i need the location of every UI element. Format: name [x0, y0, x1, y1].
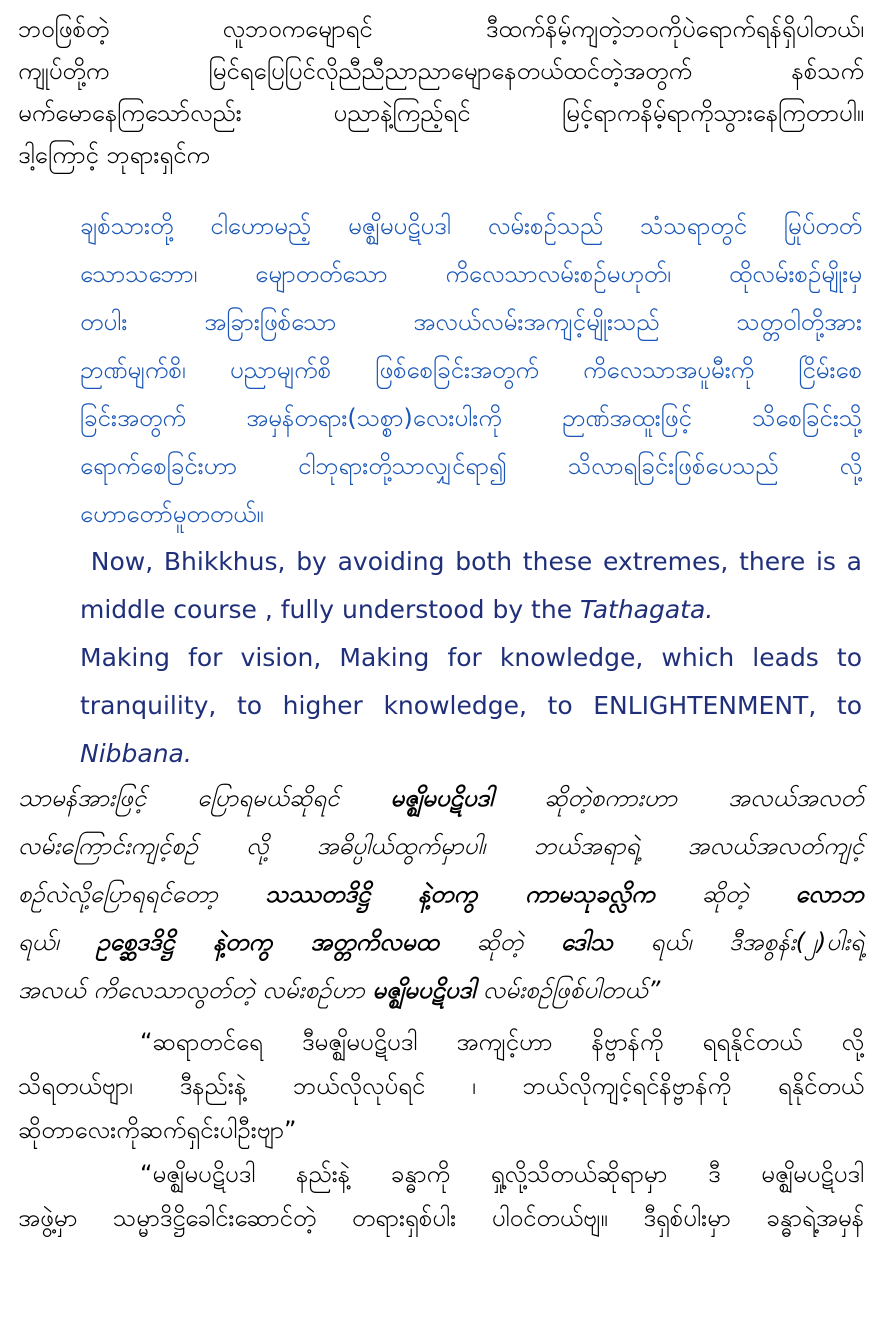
english-line-2-text: middle course , fully understood by the — [80, 595, 581, 624]
english-line-1 — [80, 538, 862, 586]
explanation-line-3-mid: ဆိုတဲ့ — [654, 880, 796, 908]
intro-line-2: ကျုပ်တို့က မြင်ရပြေပြင်လိုညီညီညာညာမျောနေတယ်ထင်တဲ့အတွက် နစ်သက် — [18, 57, 864, 85]
tathagata-term: Tathagata. — [580, 595, 714, 624]
lobha-term: လောဘ — [795, 880, 865, 908]
explanation-line-4 — [18, 918, 864, 966]
quote-line-7: ဟောတော်မူတတယ်။ — [80, 500, 264, 528]
explanation-line-1-post: ဆိုတဲ့စကားဟာ အလယ်အလတ် — [493, 784, 864, 812]
question-line-3: ဆိုတာလေးကိုဆက်ရှင်းပါဦးဗျာ” — [18, 1116, 297, 1144]
intro-paragraph — [18, 8, 864, 176]
answer-line-2: အဖွဲ့မှာ သမ္မာဒိဋ္ဌိခေါင်းဆောင်တဲ့ တရားရှစ်ပါး ပါဝင်တယ်ဗျ။ ဒီရှစ်ပါးမှာ ခန္ဓာရဲ့အမှန် — [18, 1204, 864, 1232]
explanation-paragraph — [18, 774, 864, 1014]
dosa-term: ဒေါသ — [560, 928, 613, 956]
majjhima-patipada-term-2: မဇ္ဈိမပဋိပဒါ — [372, 976, 476, 1004]
explanation-line-5-post: လမ်းစဉ်ဖြစ်ပါတယ်” — [475, 976, 661, 1004]
quote-line-4: ဉာဏ်မျက်စိ၊ ပညာမျက်စိ ဖြစ်စေခြင်းအတွက် ကိလေသာအပူမီးကို ငြိမ်းစေ — [80, 356, 862, 384]
explanation-line-4-pre: ရယ်၊ — [18, 928, 97, 956]
explanation-line-4-post: ရယ်၊ ဒီအစွန်း(၂)ပါးရဲ့ — [612, 928, 865, 956]
english-line-1-text: Now, Bhikkhus, by avoiding both these extremes, there is a — [90, 547, 862, 576]
sassata-ditthi-term: သဿတဒိဋ္ဌိ နဲ့တကွ ကာမသုခလ္လိက — [265, 880, 655, 908]
english-quote-block — [80, 538, 862, 778]
explanation-line-3-pre: စဉ်လဲလို့ပြောရရင်တော့ — [18, 880, 266, 908]
intro-line-1: ဘဝဖြစ်တဲ့ လူဘဝကမျောရင် ဒီထက်နိမ့်ကျတဲ့ဘဝကိုပဲရောက်ရန်ရှိပါတယ်၊ — [18, 15, 864, 43]
nibbana-term: Nibbana. — [80, 739, 192, 768]
explanation-line-4-mid: ဆိုတဲ့ — [438, 928, 561, 956]
english-line-4: tranquility, to higher knowledge, to ENLIGHTENMENT, to — [80, 691, 862, 720]
majjhima-patipada-term: မဇ္ဈိမပဋိပဒါ — [390, 784, 494, 812]
quote-line-1: ချစ်သားတို့ ငါဟောမည့် မဇ္ဈိမပဋိပဒါ လမ်းစဉ်သည် သံသရာတွင် မြုပ်တတ် — [80, 212, 862, 240]
explanation-line-3 — [18, 870, 864, 918]
quote-line-6: ရောက်စေခြင်းဟာ ငါဘုရားတို့သာလျှင်ရာ၍ သိလာရခြင်းဖြစ်ပေသည် လို့ — [80, 452, 862, 480]
uccheda-ditthi-term: ဥစ္ဆေဒဒိဋ္ဌိ နဲ့တကွ အတ္တကိလမထ — [96, 928, 439, 956]
question-line-1: “ဆရာတင်ရေ ဒီမဇ္ဈိမပဋိပဒါ အကျင့်ဟာ နိဗ္ဗာန်ကို ရရနိုင်တယ် လို့ — [140, 1028, 864, 1056]
quote-line-3: တပါး အခြားဖြစ်သော အလယ်လမ်းအကျင့်မျိုးသည် သတ္တဝါတို့အား — [80, 308, 862, 336]
answer-paragraph — [18, 1152, 864, 1240]
english-line-2 — [80, 586, 862, 634]
intro-line-3: မက်မောနေကြသော်လည်း ပညာနဲ့ကြည့်ရင် မြင့်ရာကနိမ့်ရာကိုသွားနေကြတာပါ။ — [18, 99, 864, 127]
myanmar-quote-block — [80, 202, 862, 538]
explanation-line-2: လမ်းကြောင်းကျင့်စဉ် လို့ အဓိပ္ပါယ်ထွက်မှာပါ၊ ဘယ်အရာရဲ့ အလယ်အလတ်ကျင့် — [18, 832, 864, 860]
intro-line-4: ဒါ့ကြောင့် ဘုရားရှင်က — [18, 141, 210, 169]
explanation-line-5 — [18, 966, 864, 1014]
english-line-3: Making for vision, Making for knowledge, which leads to — [80, 643, 862, 672]
explanation-line-1 — [18, 774, 864, 822]
quote-line-2: သောသဘော၊ မျောတတ်သော ကိလေသာလမ်းစဉ်မဟုတ်၊ ထိုလမ်းစဉ်မျိုးမှ — [80, 260, 862, 288]
explanation-line-1-pre: သာမန်အားဖြင့် ပြောရမယ်ဆိုရင် — [18, 784, 391, 812]
explanation-line-5-pre: အလယ် ကိလေသာလွတ်တဲ့ လမ်းစဉ်ဟာ — [18, 976, 373, 1004]
question-line-2: သိရတယ်ဗျာ၊ ဒီနည်းနဲ့ ဘယ်လိုလုပ်ရင် ၊ ဘယ်လိုကျင့်ရင်နိဗ္ဗာန်ကို ရနိုင်တယ် — [18, 1072, 864, 1100]
quote-line-5: ခြင်းအတွက် အမှန်တရား(သစ္စာ)လေးပါးကို ဉာဏ်အထူးဖြင့် သိစေခြင်းသို့ — [80, 404, 862, 432]
question-paragraph — [18, 1020, 864, 1152]
answer-line-1: “မဇ္ဈိမပဋိပဒါ နည်းနဲ့ ခန္ဓာကို ရှု့လို့သိတယ်ဆိုရာမှာ ဒီ မဇ္ဈိမပဋိပဒါ — [140, 1160, 864, 1188]
